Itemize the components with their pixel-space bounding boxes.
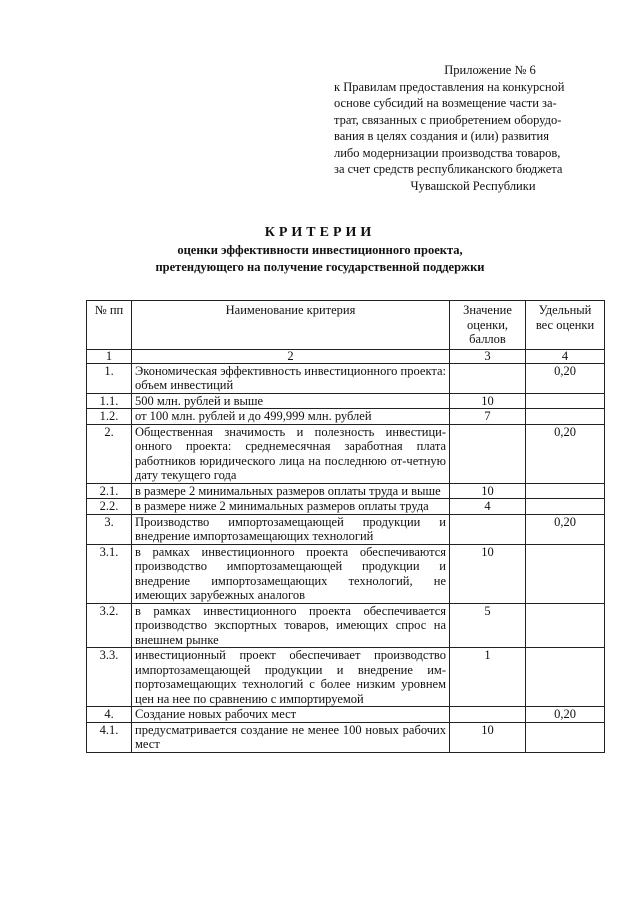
criterion-weight (526, 393, 605, 409)
table-row (87, 483, 605, 499)
criterion-number: 1.2. (87, 409, 132, 425)
header-weight: Удельный вес оценки (526, 301, 605, 350)
title-sub-line-1: оценки эффективности инвестиционного проекта, (177, 243, 463, 257)
criteria-table (86, 300, 605, 753)
criterion-value: 7 (450, 409, 526, 425)
criterion-weight (526, 603, 605, 648)
appendix-line: основе субсидий на возмещение части за- (334, 96, 557, 110)
criterion-name: в размере ниже 2 минимальных размеров оплаты труда (132, 499, 450, 515)
criterion-number: 4.1. (87, 722, 132, 752)
criterion-weight (526, 722, 605, 752)
document-title (90, 224, 550, 276)
criterion-number: 2. (87, 424, 132, 483)
criterion-value: 5 (450, 603, 526, 648)
header-value: Значение оценки, баллов (450, 301, 526, 350)
criterion-number: 3.1. (87, 544, 132, 603)
criterion-weight: 0,20 (526, 363, 605, 393)
table-row (87, 707, 605, 723)
table-row (87, 393, 605, 409)
table-header-row (87, 301, 605, 350)
criterion-value: 10 (450, 722, 526, 752)
appendix-last-line: Чувашской Республики (410, 178, 536, 193)
table-row (87, 409, 605, 425)
criterion-number: 2.2. (87, 499, 132, 515)
criterion-name: Производство импортозамещающей продукции и внедрение импортозамещающих технологий (132, 514, 450, 544)
criterion-weight (526, 544, 605, 603)
criterion-value (450, 424, 526, 483)
criterion-number: 4. (87, 707, 132, 723)
header-name: Наименование критерия (132, 301, 450, 350)
criterion-name: предусматривается создание не менее 100 новых рабочих мест (132, 722, 450, 752)
criterion-name: 500 млн. рублей и выше (132, 393, 450, 409)
table-row (87, 648, 605, 707)
criterion-value: 4 (450, 499, 526, 515)
criterion-weight: 0,20 (526, 514, 605, 544)
criterion-value (450, 514, 526, 544)
column-index: 2 (132, 349, 450, 363)
criterion-value: 10 (450, 483, 526, 499)
criterion-name: от 100 млн. рублей и до 499,999 млн. рублей (132, 409, 450, 425)
criterion-number: 1.1. (87, 393, 132, 409)
criterion-value (450, 707, 526, 723)
column-index: 3 (450, 349, 526, 363)
criterion-weight (526, 648, 605, 707)
appendix-line: за счет средств республиканского бюджета (334, 162, 563, 176)
title-main: КРИТЕРИИ (264, 225, 376, 240)
appendix-text (334, 79, 600, 178)
table-row (87, 603, 605, 648)
table-row (87, 363, 605, 393)
table-row (87, 544, 605, 603)
criterion-weight: 0,20 (526, 707, 605, 723)
criterion-name: Экономическая эффективность инвестиционного проекта: объем инвестиций (132, 363, 450, 393)
criterion-value: 10 (450, 393, 526, 409)
criterion-number: 3.3. (87, 648, 132, 707)
criterion-value: 1 (450, 648, 526, 707)
criterion-name: Общественная значимость и полезность инвестици-онного проекта: среднемесячная заработная плата работников юридического лица на последнюю от-четную дату текущего года (132, 424, 450, 483)
appendix-line: вания в целях создания и (или) развития (334, 129, 549, 143)
criterion-value (450, 363, 526, 393)
criterion-weight (526, 409, 605, 425)
header-no: № пп (87, 301, 132, 350)
criteria-table-body (87, 349, 605, 752)
criterion-number: 3.2. (87, 603, 132, 648)
title-sub-line-2: претендующего на получение государственной поддержки (155, 260, 485, 274)
criterion-number: 3. (87, 514, 132, 544)
appendix-number: Приложение № 6 (444, 63, 536, 77)
table-row (87, 499, 605, 515)
criterion-name: инвестиционный проект обеспечивает производство импортозамещающей продукции и внедрение им-портозамещающих технологий с более низким уровнем цен на нее по сравнению с импортируемой (132, 648, 450, 707)
criterion-number: 1. (87, 363, 132, 393)
appendix-line: трат, связанных с приобретением оборудо- (334, 112, 562, 127)
criterion-name: Создание новых рабочих мест (132, 707, 450, 723)
criterion-value: 10 (450, 544, 526, 603)
column-index-row (87, 349, 605, 363)
table-row (87, 514, 605, 544)
table-row (87, 722, 605, 752)
criterion-weight: 0,20 (526, 424, 605, 483)
criterion-weight (526, 483, 605, 499)
criterion-weight (526, 499, 605, 515)
criterion-name: в рамках инвестиционного проекта обеспечивается производство экспортных товаров, имеющих спрос на внешнем рынке (132, 603, 450, 648)
column-index: 1 (87, 349, 132, 363)
criterion-number: 2.1. (87, 483, 132, 499)
column-index: 4 (526, 349, 605, 363)
appendix-line: к Правилам предоставления на конкурсной (334, 79, 565, 94)
criterion-name: в размере 2 минимальных размеров оплаты труда и выше (132, 483, 450, 499)
criterion-name: в рамках инвестиционного проекта обеспечиваются производство импортозамещающей продукции и внедрение импортозамещающих технологий, не имеющих зарубежных аналогов (132, 544, 450, 603)
appendix-line: либо модернизации производства товаров, (334, 145, 561, 160)
appendix-header (334, 62, 600, 194)
table-row (87, 424, 605, 483)
